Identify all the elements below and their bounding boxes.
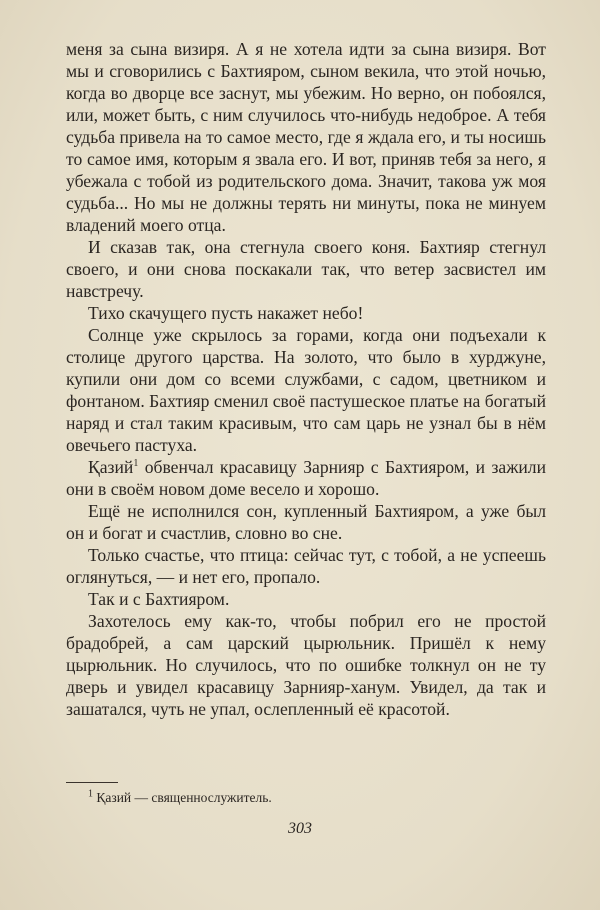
footnote-reference-mark: 1 xyxy=(133,458,139,470)
paragraph-9: Захотелось ему как-то, чтобы побрил его не простой брадобрей, а сам царский цырюльник. Пришёл к нему цырюльник. Но случилось, что по ошибке толкнул он не ту дверь и увидел красавицу Зарнияр-ханум. Увидел, да так и зашатался, чуть не упал, ослепленный её красотой. xyxy=(66,611,546,719)
paragraph-1: меня за сына визиря. А я не хотела идти за сына визиря. Вот мы и сговорились с Бахтияром, сыном векила, что этой ночью, когда во дворце все заснут, мы убежим. Но верно, он побоялся, или, может быть, с ним случилось что-нибудь недоброе. А тебя судьба привела на то самое место, где я ждала его, и ты носишь то самое имя, которым я звала его. И вот, приняв тебя за него, я убежала с тобой из родительского дома. Значит, такова уж моя судьба... Но мы не должны терять ни минуты, пока не минуем владений моего отца. xyxy=(66,39,546,235)
footnote-divider xyxy=(66,782,118,783)
paragraph-5 xyxy=(66,456,546,500)
paragraph-2: И сказав так, она стегнула своего коня. Бахтияр стегнул своего, и они снова поскакали так, что ветер засвистел им навстречу. xyxy=(66,237,546,301)
page-number: 303 xyxy=(288,820,312,837)
footnote-text: Қазий — священнослужитель. xyxy=(96,790,272,805)
paragraph-5-rest: обвенчал красавицу Зарнияр с Бахтияром, и зажили они в своём новом доме весело и хорошо. xyxy=(66,457,546,499)
paragraph-3: Тихо скачущего пусть накажет небо! xyxy=(88,303,364,323)
footnote xyxy=(88,790,272,806)
paragraph-4: Солнце уже скрылось за горами, когда они подъехали к столице другого царства. На золото, что было в хурджуне, купили они дом со всеми службами, с садом, цветником и фонтаном. Бахтияр сменил своё пастушеское платье на богатый наряд и стал таким красивым, что сам царь не узнал бы в нём овечьего пастуха. xyxy=(66,325,546,455)
paragraph-7: Только счастье, что птица: сейчас тут, с тобой, а не успеешь оглянуться, — и нет его, пропало. xyxy=(66,545,546,587)
paragraph-6: Ещё не исполнился сон, купленный Бахтияром, а уже был он и богат и счастлив, словно во сне. xyxy=(66,501,546,543)
footnote-mark: 1 xyxy=(88,788,93,800)
paragraph-5-start: Қазий xyxy=(88,457,134,477)
body-text xyxy=(66,38,546,720)
paragraph-8: Так и с Бахтияром. xyxy=(88,589,230,609)
